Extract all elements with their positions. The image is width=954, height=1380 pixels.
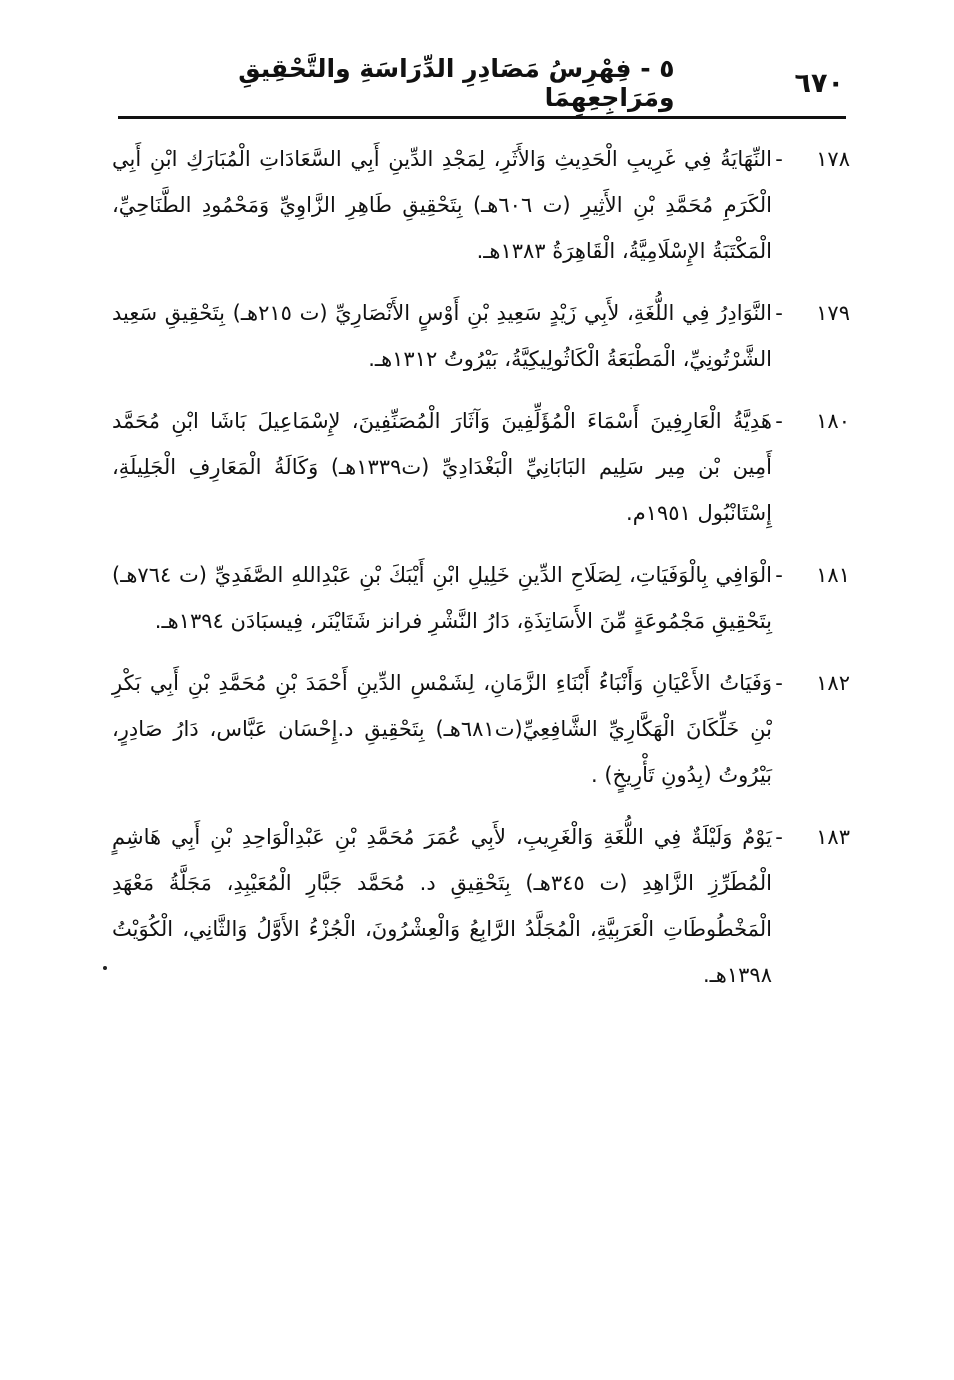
entry-number: ١٨٣ xyxy=(816,825,850,849)
entry-text: هَدِيَّةُ الْعَارِفِينَ أَسْمَاءَ الْمُؤَلِّفِينَ وَآثَارَ الْمُصَنِّفِينَ، لإِسْمَاعِيلَ بَاشَا ابْنِ مُحَمَّد أَمِين بْن مِير سَلِيم البَابَانِيِّ الْبَغْدَادِيِّ (ت١٣٣٩هـ) وَكَالَةُ الْمَعَارِفِ الْجَلِيلَةِ، إِسْتَانْبُول ١٩٥١م. xyxy=(112,409,772,525)
bibliography-entry xyxy=(112,398,850,536)
entry-number: ١٨٠ xyxy=(816,409,850,433)
bibliography-entry xyxy=(112,660,850,798)
entry-dash: - xyxy=(775,671,783,695)
entry-dash: - xyxy=(775,301,783,325)
entry-dash: - xyxy=(775,409,783,433)
page-header xyxy=(118,54,844,112)
running-title: ٥ - فِهْرِسُ مَصَادِرِ الدِّرَاسَةِ والتَّحْقِيقِ ومَرَاجِعِهِمَا xyxy=(238,54,675,112)
header-rule xyxy=(118,116,846,119)
scan-speck xyxy=(103,966,107,970)
entry-text: الْوَافِي بِالْوَفَيَاتِ، لِصَلَاحِ الدِّينِ خَلِيلِ ابْنِ أَيْبَكَ بْنِ عَبْدِاللهِ الصَّفَدِيِّ (ت ٧٦٤هـ) بِتَحْقِيقِ مَجْمُوعَةٍ مِّنَ الأَسَاتِذَةِ، دَارُ النَّشْرِ فرانز شَتَايْنَر، فِيسبَادَن ١٣٩٤هـ. xyxy=(112,563,772,633)
bibliography-entry xyxy=(112,552,850,644)
bibliography-entry xyxy=(112,136,850,274)
page-number: ٦٧٠ xyxy=(794,67,844,99)
entry-text: النَّوَادِرُ فِي اللُّغَةِ، لأَبِي زَيْدٍ سَعِيدِ بْنِ أَوْسٍ الأَنْصَارِيِّ (ت ٢١٥هـ) بِتَحْقِيقِ سَعِيد الشَّرْتُونِيِّ، الْمَطْبَعَةُ الْكَاثُولِيكِيَّةُ، بَيْرُوتُ ١٣١٢هـ. xyxy=(112,301,772,371)
entry-dash: - xyxy=(775,563,783,587)
bibliography-entry xyxy=(112,814,850,998)
entry-number: ١٨٢ xyxy=(816,671,850,695)
entry-dash: - xyxy=(775,825,783,849)
entry-number: ١٧٨ xyxy=(816,147,850,171)
entry-number: ١٧٩ xyxy=(816,301,850,325)
bibliography-entry xyxy=(112,290,850,382)
bibliography-list xyxy=(112,136,850,1014)
entry-text: النِّهَايَةُ فِي غَرِيبِ الْحَدِيثِ وَالأَثَرِ، لِمَجْدِ الدِّينِ أَبِي السَّعَادَاتِ الْمُبَارَكِ ابْنِ أَبِي الْكَرَمِ مُحَمَّدِ بْنِ الأَثِيرِ (ت ٦٠٦هـ) بِتَحْقِيقِ طَاهِرِ الزَّاوِيِّ وَمَحْمُودِ الطَّنَاحِيِّ، الْمَكْتَبَةُ الإِسْلَامِيَّةُ، الْقَاهِرَةُ ١٣٨٣هـ. xyxy=(112,147,772,263)
entry-text: وَفَيَاتُ الأَعْيَانِ وَأَنْبَاءُ أَبْنَاءِ الزَّمَانِ، لِشَمْسِ الدِّينِ أَحْمَدَ بْنِ مُحَمَّدِ بْنِ أَبِي بَكْرِ بْنِ خَلِّكَانَ الْهَكَّارِيِّ الشَّافِعِيِّ(ت٦٨١هـ) بِتَحْقِيقِ د.إِحْسَان عَبَّاس، دَارُ صَادِرٍ، بَيْرُوتُ (بِدُونِ تَأْرِيخٍ) . xyxy=(112,671,772,787)
entry-text: يَوْمٌ وَلَيْلَةٌ فِي اللُّغَةِ وَالْغَرِيبِ، لأَبِي عُمَرَ مُحَمَّدِ بْنِ عَبْدِالْوَاحِدِ بْنِ أَبِي هَاشِمٍ الْمُطَرِّزِ الزَّاهِدِ (ت ٣٤٥هـ) بِتَحْقِيقِ د. مُحَمَّد جَبَّارِ الْمُعَيْبِدِ، مَجَلَّةُ مَعْهَدِ الْمَخْطُوطَاتِ الْعَرَبِيَّةِ، الْمُجَلَّدُ الرَّابِعُ وَالْعِشْرُونَ، الْجُزْءُ الأَوَّلُ وَالثَّانِي، الْكُوَيْتُ ١٣٩٨هـ. xyxy=(112,825,772,987)
entry-number: ١٨١ xyxy=(816,563,850,587)
entry-dash: - xyxy=(775,147,783,171)
